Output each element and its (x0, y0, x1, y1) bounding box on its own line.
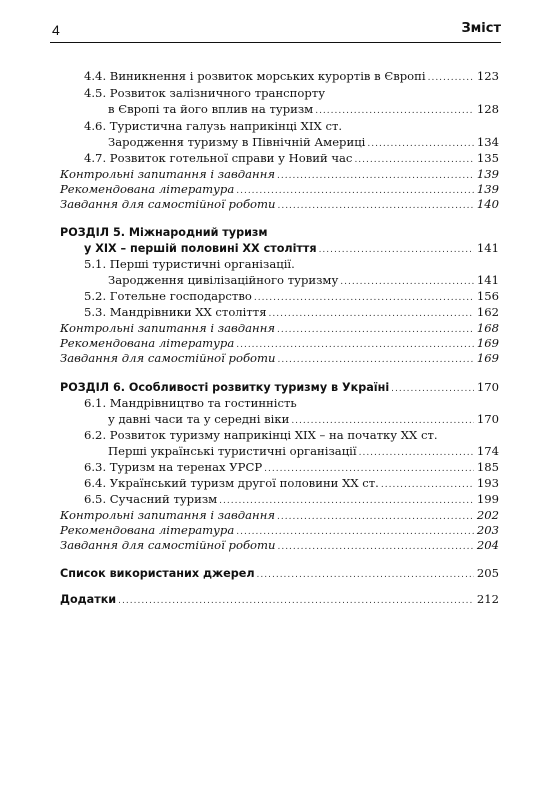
toc-entry-page: 135 (476, 151, 499, 165)
dot-leader (340, 275, 474, 290)
dot-leader (354, 153, 473, 168)
toc-entry[interactable] (84, 289, 499, 304)
toc-entry[interactable] (84, 305, 499, 320)
dot-leader (257, 568, 474, 583)
toc-entry-page: 185 (476, 460, 499, 474)
toc-chapter[interactable] (60, 592, 499, 607)
toc-entry-title: 5.2. Готельне господарство (84, 289, 252, 303)
toc-entry-title: Контрольні запитання і завдання (60, 508, 276, 522)
toc-entry-page: 170 (476, 380, 499, 394)
toc-entry-title: Рекомендована література (60, 523, 235, 537)
toc-entry-title: 4.7. Розвиток готельної справи у Новий час (84, 151, 353, 165)
toc-entry[interactable] (60, 508, 499, 523)
toc-entry-title: Завдання для самостійної роботи (60, 351, 276, 365)
dot-leader (269, 307, 474, 322)
toc-entry-title: РОЗДІЛ 6. Особливості розвитку туризму в Україні (60, 381, 390, 394)
toc-entry-page: 162 (476, 305, 499, 319)
toc-entry[interactable] (84, 151, 499, 166)
toc-chapter[interactable] (60, 566, 499, 581)
toc-entry[interactable] (108, 135, 499, 150)
dot-leader (277, 540, 473, 555)
toc-entry-title: у давні часи та у середні віки (108, 412, 290, 426)
toc-chapter[interactable] (84, 241, 499, 256)
toc-entry-page: 141 (476, 241, 499, 255)
toc-entry[interactable] (84, 119, 499, 134)
toc-entry-page: 134 (476, 135, 499, 149)
toc-entry-title: 6.3. Туризм на теренах УРСР (84, 460, 263, 474)
toc-entry-page: 156 (476, 289, 499, 303)
toc-entry[interactable] (84, 86, 499, 101)
toc-entry-title: 4.6. Туристична галузь наприкінці ХІХ ст. (84, 119, 343, 133)
dot-leader (264, 462, 474, 477)
dot-leader (118, 594, 474, 609)
toc-entry-title: в Європі та його вплив на туризм (108, 102, 314, 116)
toc-entry-title: 5.1. Перші туристичні організації. (84, 257, 295, 271)
toc-entry-title: 6.5. Сучасний туризм (84, 492, 218, 506)
toc-entry-page: 203 (476, 523, 499, 537)
toc-entry[interactable] (84, 492, 499, 507)
toc-entry-title: Зародження цивілізаційного туризму (108, 273, 339, 287)
toc-entry-title: 6.1. Мандрівництво та гостинність (84, 396, 297, 410)
toc-entry[interactable] (84, 69, 499, 84)
dot-leader (381, 478, 474, 493)
toc-entry[interactable] (84, 428, 499, 443)
toc-entry-title: Додатки (60, 593, 117, 606)
toc-entry-page: 205 (476, 566, 499, 580)
toc-entry[interactable] (84, 460, 499, 475)
toc-entry-page: 212 (476, 592, 499, 606)
toc-entry-page: 140 (476, 197, 499, 211)
dot-leader (291, 414, 474, 429)
toc-entry-title: Перші українські туристичні організації (108, 444, 357, 458)
toc-entry-title: 6.2. Розвиток туризму наприкінці ХІХ – на початку ХХ ст. (84, 428, 438, 442)
toc-entry-page: 174 (476, 444, 499, 458)
toc-entry[interactable] (60, 523, 499, 538)
toc-entry-title: 6.4. Український туризм другої половини ХХ ст. (84, 476, 379, 490)
toc-entry[interactable] (108, 444, 499, 459)
toc-entry-page: 169 (476, 351, 499, 365)
toc-entry[interactable] (60, 197, 499, 212)
toc-entry-page: 170 (476, 412, 499, 426)
dot-leader (219, 494, 474, 509)
toc-entry[interactable] (108, 412, 499, 427)
toc-entry-title: РОЗДІЛ 5. Міжнародний туризм (60, 226, 268, 239)
toc-entry[interactable] (60, 321, 499, 336)
dot-leader (428, 71, 474, 86)
page-number: 4 (52, 22, 60, 38)
toc-entry-page: 199 (476, 492, 499, 506)
toc-entry[interactable] (60, 351, 499, 366)
toc-entry-page: 204 (476, 538, 499, 552)
toc-entry-title: 5.3. Мандрівники ХХ століття (84, 305, 267, 319)
toc-entry-title: Рекомендована література (60, 336, 235, 350)
toc-entry-title: у ХІХ – першій половині ХХ століття (84, 242, 317, 255)
dot-leader (391, 382, 474, 397)
toc-entry-title: Список використаних джерел (60, 567, 255, 580)
toc-entry[interactable] (60, 182, 499, 197)
toc-entry-page: 128 (476, 102, 499, 116)
toc-entry[interactable] (84, 476, 499, 491)
toc-chapter[interactable] (60, 225, 499, 240)
toc-entry-title: Контрольні запитання і завдання (60, 321, 276, 335)
toc-entry-title: Контрольні запитання і завдання (60, 167, 276, 181)
toc-entry-title: Завдання для самостійної роботи (60, 197, 276, 211)
toc-entry[interactable] (84, 396, 499, 411)
toc-entry[interactable] (60, 167, 499, 182)
toc-entry-title: 4.4. Виникнення і розвиток морських курортів в Європі (84, 69, 426, 83)
toc-entry-page: 139 (476, 167, 499, 181)
toc-entry-page: 139 (476, 182, 499, 196)
toc-entry[interactable] (60, 538, 499, 553)
toc-entry-title: Зародження туризму в Північній Америці (108, 135, 366, 149)
toc-chapter[interactable] (60, 380, 499, 395)
toc-entry[interactable] (108, 102, 499, 117)
toc-entry-page: 202 (476, 508, 499, 522)
toc-entry[interactable] (60, 336, 499, 351)
toc-entry-page: 168 (476, 321, 499, 335)
toc-entry-page: 123 (476, 69, 499, 83)
toc-entry[interactable] (108, 273, 499, 288)
page-title: Зміст (461, 21, 501, 36)
toc-entry-page: 169 (476, 336, 499, 350)
dot-leader (315, 104, 474, 119)
toc-entry[interactable] (84, 257, 499, 272)
dot-leader (254, 291, 474, 306)
toc-entry-page: 193 (476, 476, 499, 490)
dot-leader (359, 446, 474, 461)
dot-leader (319, 243, 474, 258)
dot-leader (277, 353, 473, 368)
toc-entry-title: Завдання для самостійної роботи (60, 538, 276, 552)
toc-entry-title: 4.5. Розвиток залізничного транспорту (84, 86, 326, 100)
dot-leader (277, 199, 473, 214)
toc-entry-page: 141 (476, 273, 499, 287)
toc-entry-title: Рекомендована література (60, 182, 235, 196)
dot-leader (367, 137, 473, 152)
